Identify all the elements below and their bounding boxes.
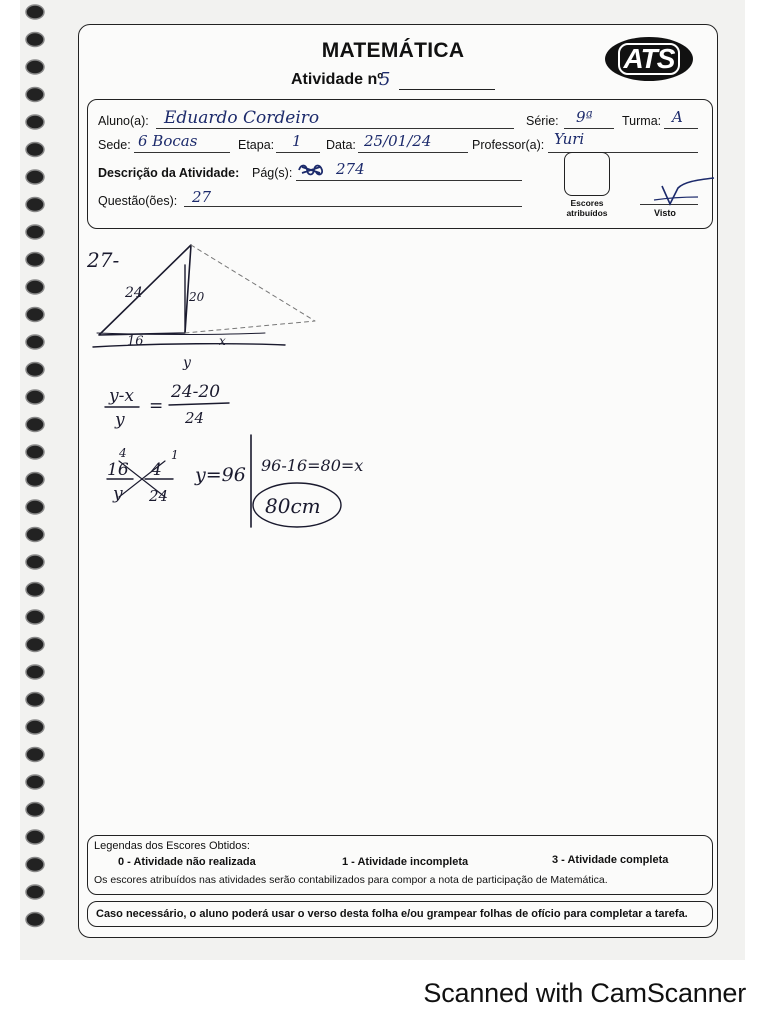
spiral-ring [26, 858, 44, 872]
questions-line [184, 206, 522, 207]
spiral-ring [26, 418, 44, 432]
student-value: Eduardo Cordeiro [164, 108, 320, 128]
eq2-num: 16 [107, 460, 129, 480]
eq2-den: y [113, 484, 123, 504]
campus-line [134, 152, 230, 153]
base-line [93, 344, 285, 347]
eq1-rhs-den: 24 [185, 409, 205, 427]
eq1-rhs-num: 24-20 [171, 382, 221, 402]
spiral-ring [26, 60, 44, 74]
student-label: Aluno(a): [98, 114, 149, 128]
spiral-ring [26, 363, 44, 377]
ats-logo: ATS [605, 37, 693, 81]
eq2-rhs-num: 4 [151, 460, 162, 480]
date-label: Data: [326, 138, 356, 152]
label-24: 24 [125, 285, 143, 301]
campus-label: Sede: [98, 138, 131, 152]
dashed-extension [185, 245, 315, 333]
label-16: 16 [127, 334, 144, 349]
visto-label: Visto [654, 208, 676, 218]
student-info-box [87, 99, 713, 229]
spiral-ring [26, 830, 44, 844]
page-value: 274 [336, 160, 365, 178]
legend-level-1: 1 - Atividade incompleta [342, 856, 469, 868]
visto-checkmark [648, 176, 718, 208]
spiral-ring [26, 445, 44, 459]
class-value: A [672, 108, 683, 126]
spiral-ring [26, 280, 44, 294]
spiral-ring [26, 198, 44, 212]
spiral-ring [26, 803, 44, 817]
page-title: MATEMÁTICA [321, 39, 465, 62]
questions-value: 27 [192, 188, 212, 206]
answer-text: 80cm [265, 494, 321, 518]
spiral-ring [26, 33, 44, 47]
stage-label: Etapa: [238, 138, 275, 152]
grade-value: 9ª [576, 108, 593, 126]
question-number: 27- [87, 248, 120, 272]
spiral-ring [26, 610, 44, 624]
questions-label: Questão(ões): [98, 194, 178, 208]
stage-value: 1 [292, 132, 302, 150]
spiral-ring [26, 5, 44, 19]
eq1-equals: = [149, 396, 164, 416]
class-line [664, 128, 698, 129]
class-label: Turma: [622, 114, 662, 128]
stage-line [276, 152, 320, 153]
eq1-num: y-x [109, 386, 134, 406]
spiral-binding [22, 0, 48, 960]
camscanner-footer: Scanned with CamScanner [423, 978, 746, 1008]
label-20: 20 [189, 290, 205, 304]
spiral-ring [26, 473, 44, 487]
legend-level-0: 0 - Atividade não realizada [118, 856, 256, 868]
spiral-ring [26, 775, 44, 789]
spiral-ring [26, 170, 44, 184]
spiral-ring [26, 913, 44, 927]
page-line [296, 180, 522, 181]
activity-label: Atividade nº [291, 71, 384, 88]
legend-level-3: 3 - Atividade completa [552, 854, 669, 866]
eq2-result: y=96 [195, 464, 246, 486]
score-label: Escores atribuídos [566, 198, 608, 218]
campus-value: 6 Bocas [138, 132, 198, 150]
spiral-ring [26, 555, 44, 569]
score-box [564, 152, 610, 196]
activity-number-line [399, 89, 495, 90]
eq3: 96-16=80=x [261, 456, 364, 475]
score-legend [87, 835, 713, 895]
student-line [156, 128, 514, 129]
spiral-ring [26, 665, 44, 679]
spiral-ring [26, 528, 44, 542]
page-label: Pág(s): [252, 166, 293, 180]
grade-line [564, 128, 614, 129]
spiral-ring [26, 693, 44, 707]
eq1-den: y [115, 410, 125, 430]
spiral-ring [26, 583, 44, 597]
completion-note: Caso necessário, o aluno poderá usar o verso desta folha e/ou grampear folhas de ofício para completar a tarefa. [87, 901, 713, 927]
spiral-ring [26, 308, 44, 322]
activity-sheet [78, 24, 718, 938]
date-line [358, 152, 468, 153]
grade-label: Série: [526, 114, 559, 128]
fraction-bar-2 [169, 403, 229, 405]
legend-title: Legendas dos Escores Obtidos: [94, 840, 250, 852]
spiral-ring [26, 225, 44, 239]
date-value: 25/01/24 [364, 132, 432, 150]
spiral-ring [26, 748, 44, 762]
spiral-ring [26, 885, 44, 899]
eq2-cross-top-right: 1 [171, 448, 179, 462]
handwritten-work [79, 235, 717, 815]
teacher-value: Yuri [554, 130, 585, 148]
label-y: y [183, 355, 191, 371]
teacher-label: Professor(a): [472, 138, 545, 152]
eq2-rhs-den: 24 [149, 487, 169, 505]
spiral-ring [26, 335, 44, 349]
spiral-ring [26, 720, 44, 734]
scribble-mark [296, 162, 326, 178]
spiral-ring [26, 500, 44, 514]
spiral-ring [26, 143, 44, 157]
spiral-ring [26, 390, 44, 404]
description-label: Descrição da Atividade: [98, 166, 240, 180]
spiral-ring [26, 638, 44, 652]
eq2-cross-top-left: 4 [119, 446, 127, 460]
spiral-ring [26, 253, 44, 267]
spiral-ring [26, 88, 44, 102]
activity-number: 5 [379, 69, 391, 90]
label-x: x [219, 334, 226, 348]
spiral-ring [26, 115, 44, 129]
legend-notice: Os escores atribuídos nas atividades serão contabilizados para compor a nota de participação de Matemática. [94, 874, 608, 886]
